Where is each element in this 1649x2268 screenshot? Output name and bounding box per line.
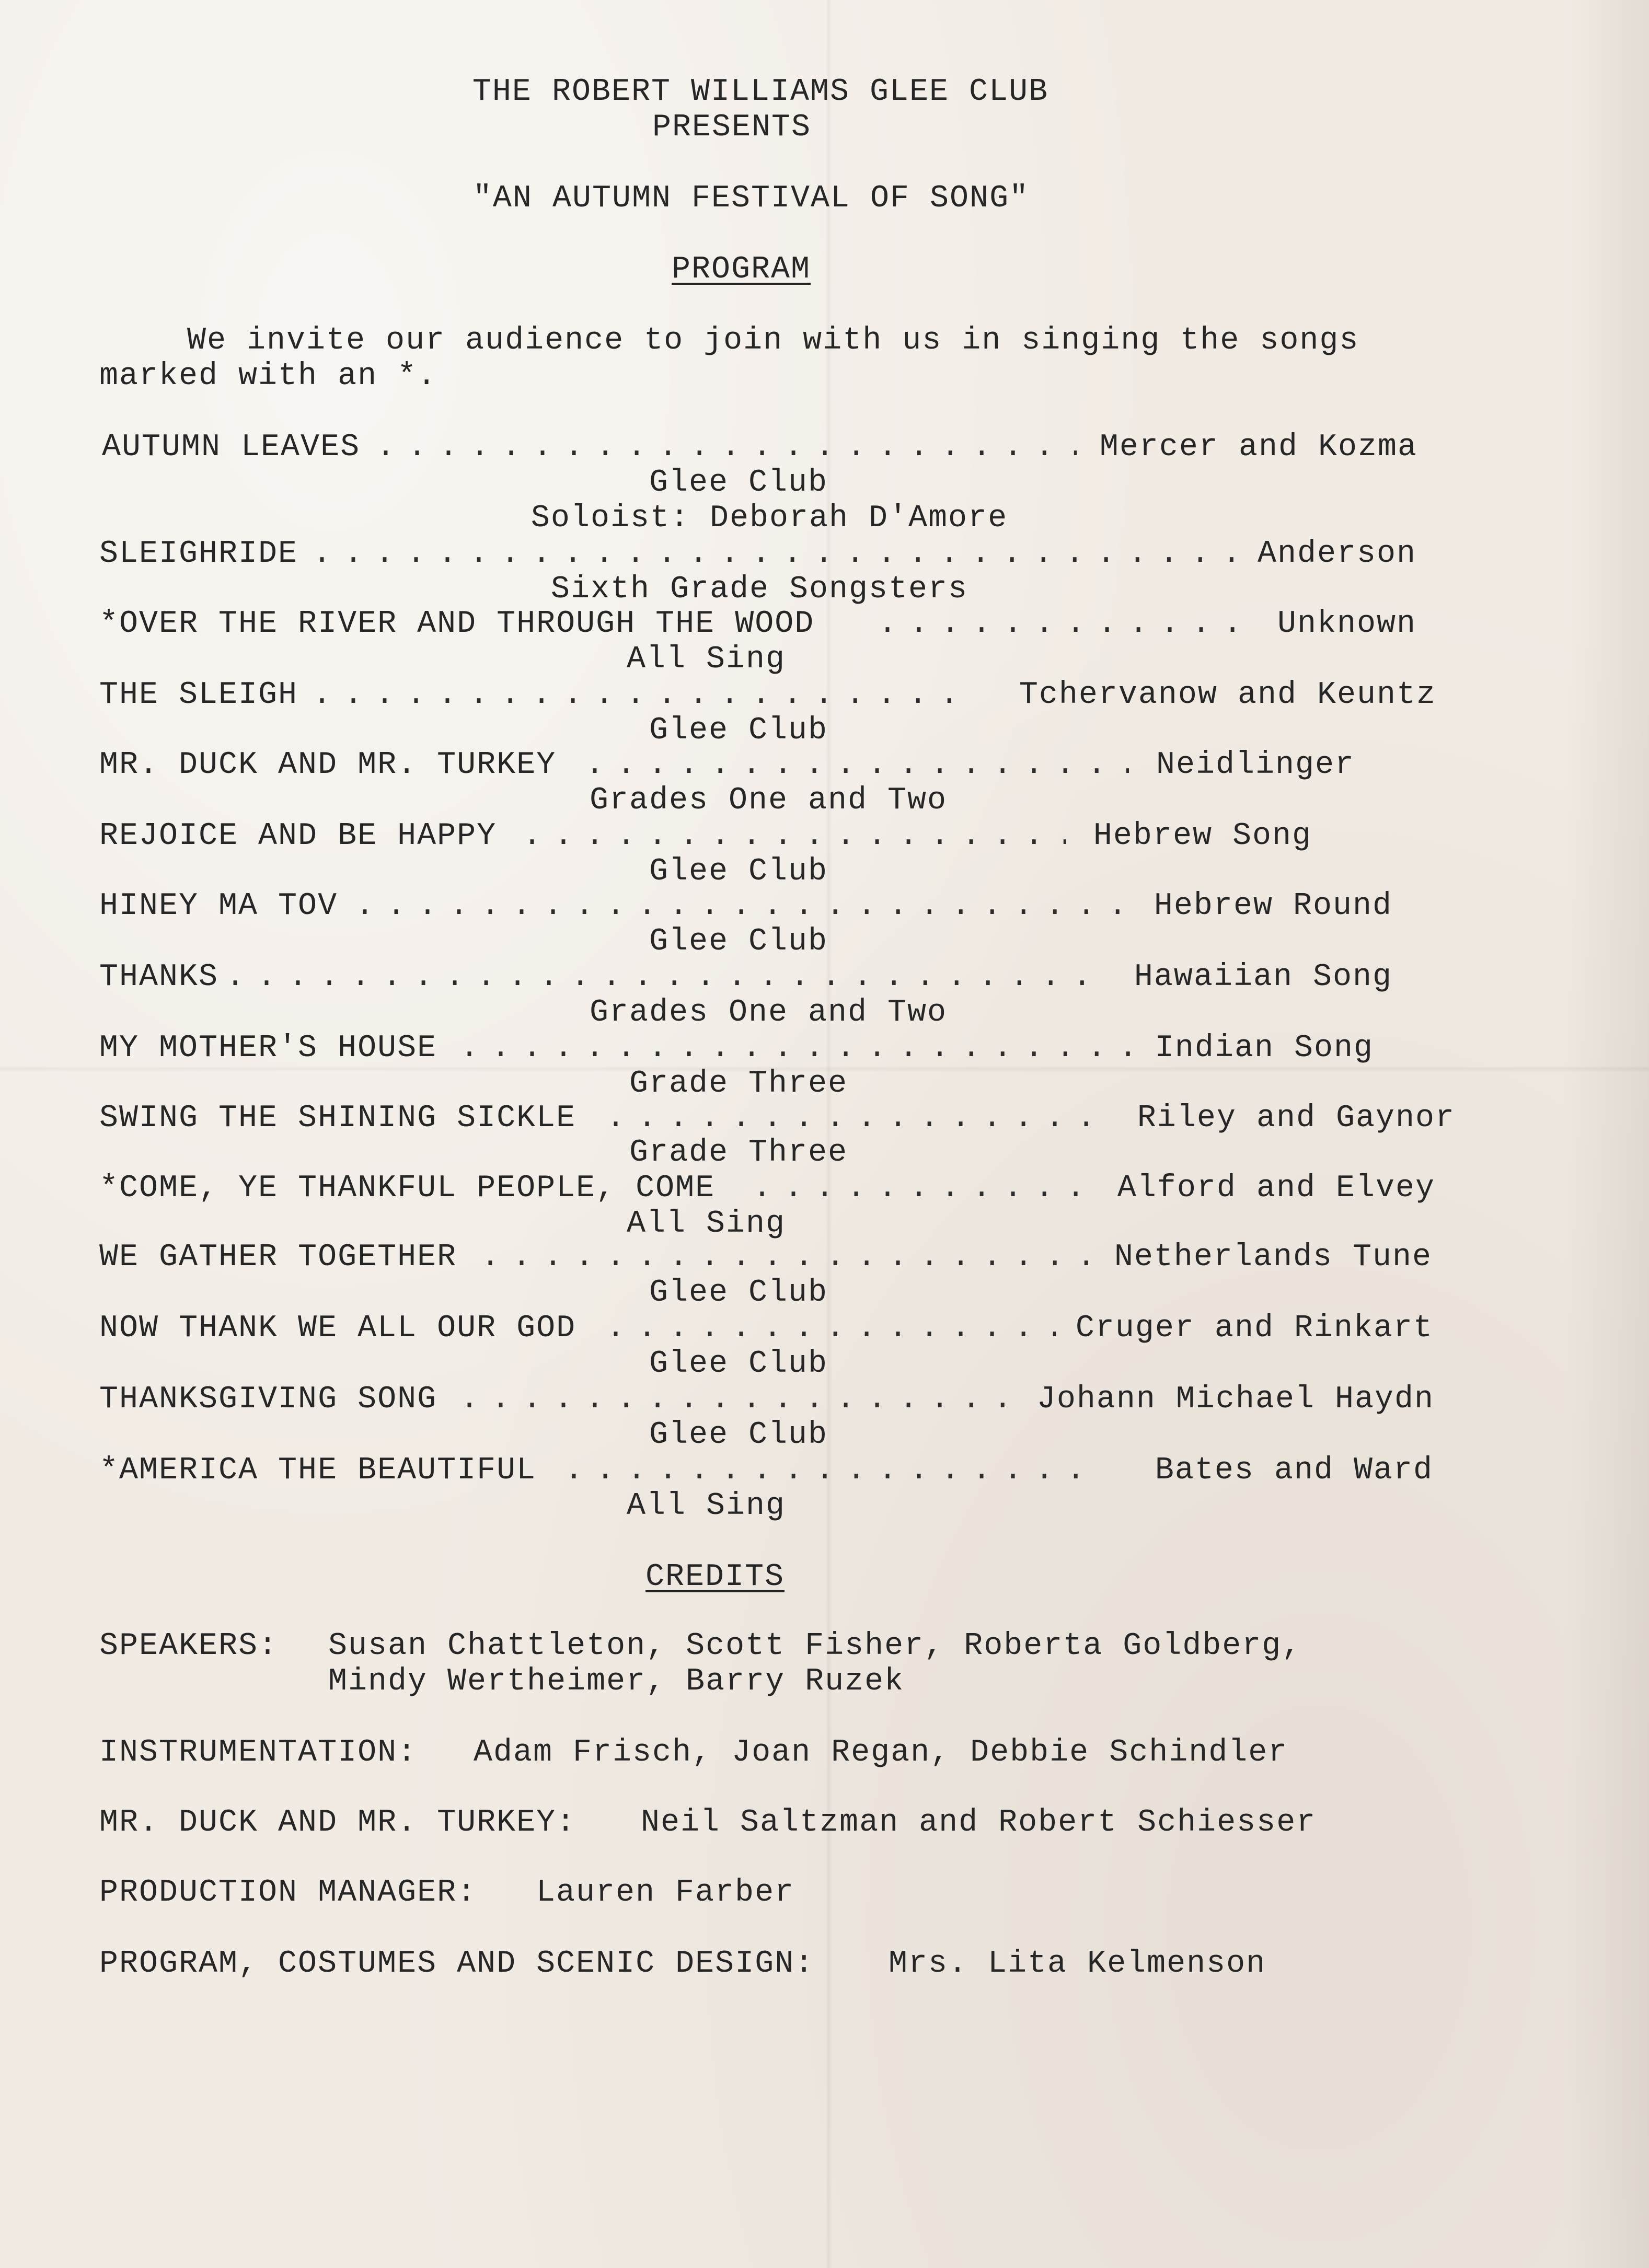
- program-leader-7: [355, 888, 1129, 924]
- program-title-6: REJOICE AND BE HAPPY: [99, 818, 497, 854]
- credits-duck: Neil Saltzman and Robert Schiesser: [641, 1805, 1317, 1841]
- program-leader-1: [376, 430, 1077, 465]
- program-performer-15: All Sing: [626, 1488, 786, 1524]
- program-composer-7: Hebrew Round: [1154, 888, 1392, 924]
- program-performer-4: Glee Club: [649, 713, 828, 748]
- program-leader-12: [481, 1240, 1103, 1275]
- program-leader-11: [753, 1171, 1098, 1206]
- program-composer-4: Tchervanow and Keuntz: [1019, 677, 1436, 713]
- credits-design-label: PROGRAM, COSTUMES AND SCENIC DESIGN:: [99, 1946, 815, 1982]
- credits-speakers-line-1: Susan Chattleton, Scott Fisher, Roberta Goldberg,: [328, 1628, 1302, 1664]
- program-leader-6: [523, 818, 1066, 854]
- program-leader-5: [585, 747, 1129, 783]
- program-title-12: WE GATHER TOGETHER: [99, 1240, 457, 1275]
- program-composer-14: Johann Michael Haydn: [1036, 1382, 1434, 1417]
- program-composer-15: Bates and Ward: [1155, 1453, 1433, 1488]
- header-presents: PRESENTS: [652, 110, 812, 145]
- program-title-2: SLEIGHRIDE: [99, 536, 298, 572]
- credits-heading: CREDITS: [645, 1559, 785, 1595]
- program-performer-3: All Sing: [626, 642, 786, 677]
- program-title-15: *AMERICA THE BEAUTIFUL: [99, 1453, 537, 1488]
- program-performer-14: Glee Club: [649, 1417, 828, 1453]
- credits-production-label: PRODUCTION MANAGER:: [99, 1875, 477, 1911]
- page-title: "AN AUTUMN FESTIVAL OF SONG": [472, 181, 1030, 216]
- program-leader-15: [564, 1453, 1092, 1488]
- program-performer-12: Glee Club: [649, 1275, 828, 1311]
- program-leader-14: [460, 1382, 1014, 1417]
- program-heading: PROGRAM: [671, 252, 811, 287]
- program-title-5: MR. DUCK AND MR. TURKEY: [99, 747, 557, 783]
- program-leader-8: [226, 959, 1093, 995]
- program-title-7: HINEY MA TOV: [99, 888, 338, 924]
- program-title-4: THE SLEIGH: [99, 677, 298, 713]
- program-title-11: *COME, YE THANKFUL PEOPLE, COME: [99, 1171, 716, 1206]
- program-title-9: MY MOTHER'S HOUSE: [99, 1031, 437, 1066]
- program-composer-6: Hebrew Song: [1093, 818, 1312, 854]
- intro-line-1: We invite our audience to join with us in singing the songs: [187, 323, 1359, 358]
- program-composer-5: Neidlinger: [1156, 747, 1355, 783]
- credits-duck-label: MR. DUCK AND MR. TURKEY:: [99, 1805, 576, 1841]
- credits-production: Lauren Farber: [536, 1875, 795, 1911]
- program-title-3: *OVER THE RIVER AND THROUGH THE WOOD: [99, 606, 815, 642]
- program-title-10: SWING THE SHINING SICKLE: [99, 1101, 576, 1136]
- program-soloist-1: Soloist: Deborah D'Amore: [531, 501, 1008, 536]
- program-performer-1: Glee Club: [649, 465, 828, 501]
- program-composer-8: Hawaiian Song: [1134, 959, 1392, 995]
- program-leader-9: [460, 1031, 1145, 1066]
- program-performer-2: Sixth Grade Songsters: [550, 572, 968, 607]
- program-leader-2: [313, 536, 1239, 572]
- paper-edge-shadow: [1565, 0, 1649, 2268]
- credits-speakers-line-2: Mindy Wertheimer, Barry Ruzek: [328, 1664, 905, 1699]
- program-composer-3: Unknown: [1277, 606, 1416, 642]
- program-title-14: THANKSGIVING SONG: [99, 1382, 437, 1417]
- program-composer-12: Netherlands Tune: [1114, 1240, 1432, 1275]
- program-performer-7: Glee Club: [649, 924, 828, 959]
- program-performer-6: Glee Club: [649, 854, 828, 889]
- program-performer-13: Glee Club: [649, 1346, 828, 1382]
- intro-line-2: marked with an *.: [99, 358, 437, 394]
- program-composer-9: Indian Song: [1155, 1031, 1374, 1066]
- program-leader-4: [313, 677, 971, 713]
- program-composer-11: Alford and Elvey: [1117, 1171, 1435, 1206]
- program-leader-3: [878, 606, 1239, 642]
- header-club-name: THE ROBERT WILLIAMS GLEE CLUB: [472, 74, 1049, 110]
- program-performer-11: All Sing: [626, 1206, 786, 1242]
- program-composer-10: Riley and Gaynor: [1137, 1101, 1455, 1136]
- credits-speakers-label: SPEAKERS:: [99, 1628, 279, 1664]
- program-leader-10: [606, 1101, 1092, 1136]
- program-composer-2: Anderson: [1257, 536, 1416, 572]
- program-composer-13: Cruger and Rinkart: [1075, 1311, 1433, 1346]
- program-composer-1: Mercer and Kozma: [1099, 430, 1417, 465]
- program-title-8: THANKS: [99, 959, 219, 995]
- program-performer-10: Grade Three: [629, 1135, 848, 1171]
- program-title-13: NOW THANK WE ALL OUR GOD: [99, 1311, 576, 1346]
- credits-instrumentation-label: INSTRUMENTATION:: [99, 1735, 418, 1771]
- program-performer-9: Grade Three: [629, 1066, 848, 1102]
- credits-design: Mrs. Lita Kelmenson: [889, 1946, 1266, 1982]
- program-performer-5: Grades One and Two: [589, 783, 948, 818]
- credits-instrumentation: Adam Frisch, Joan Regan, Debbie Schindler: [474, 1735, 1288, 1771]
- program-title-1: AUTUMN LEAVES: [102, 430, 361, 465]
- program-leader-13: [606, 1311, 1056, 1346]
- program-performer-8: Grades One and Two: [589, 995, 948, 1031]
